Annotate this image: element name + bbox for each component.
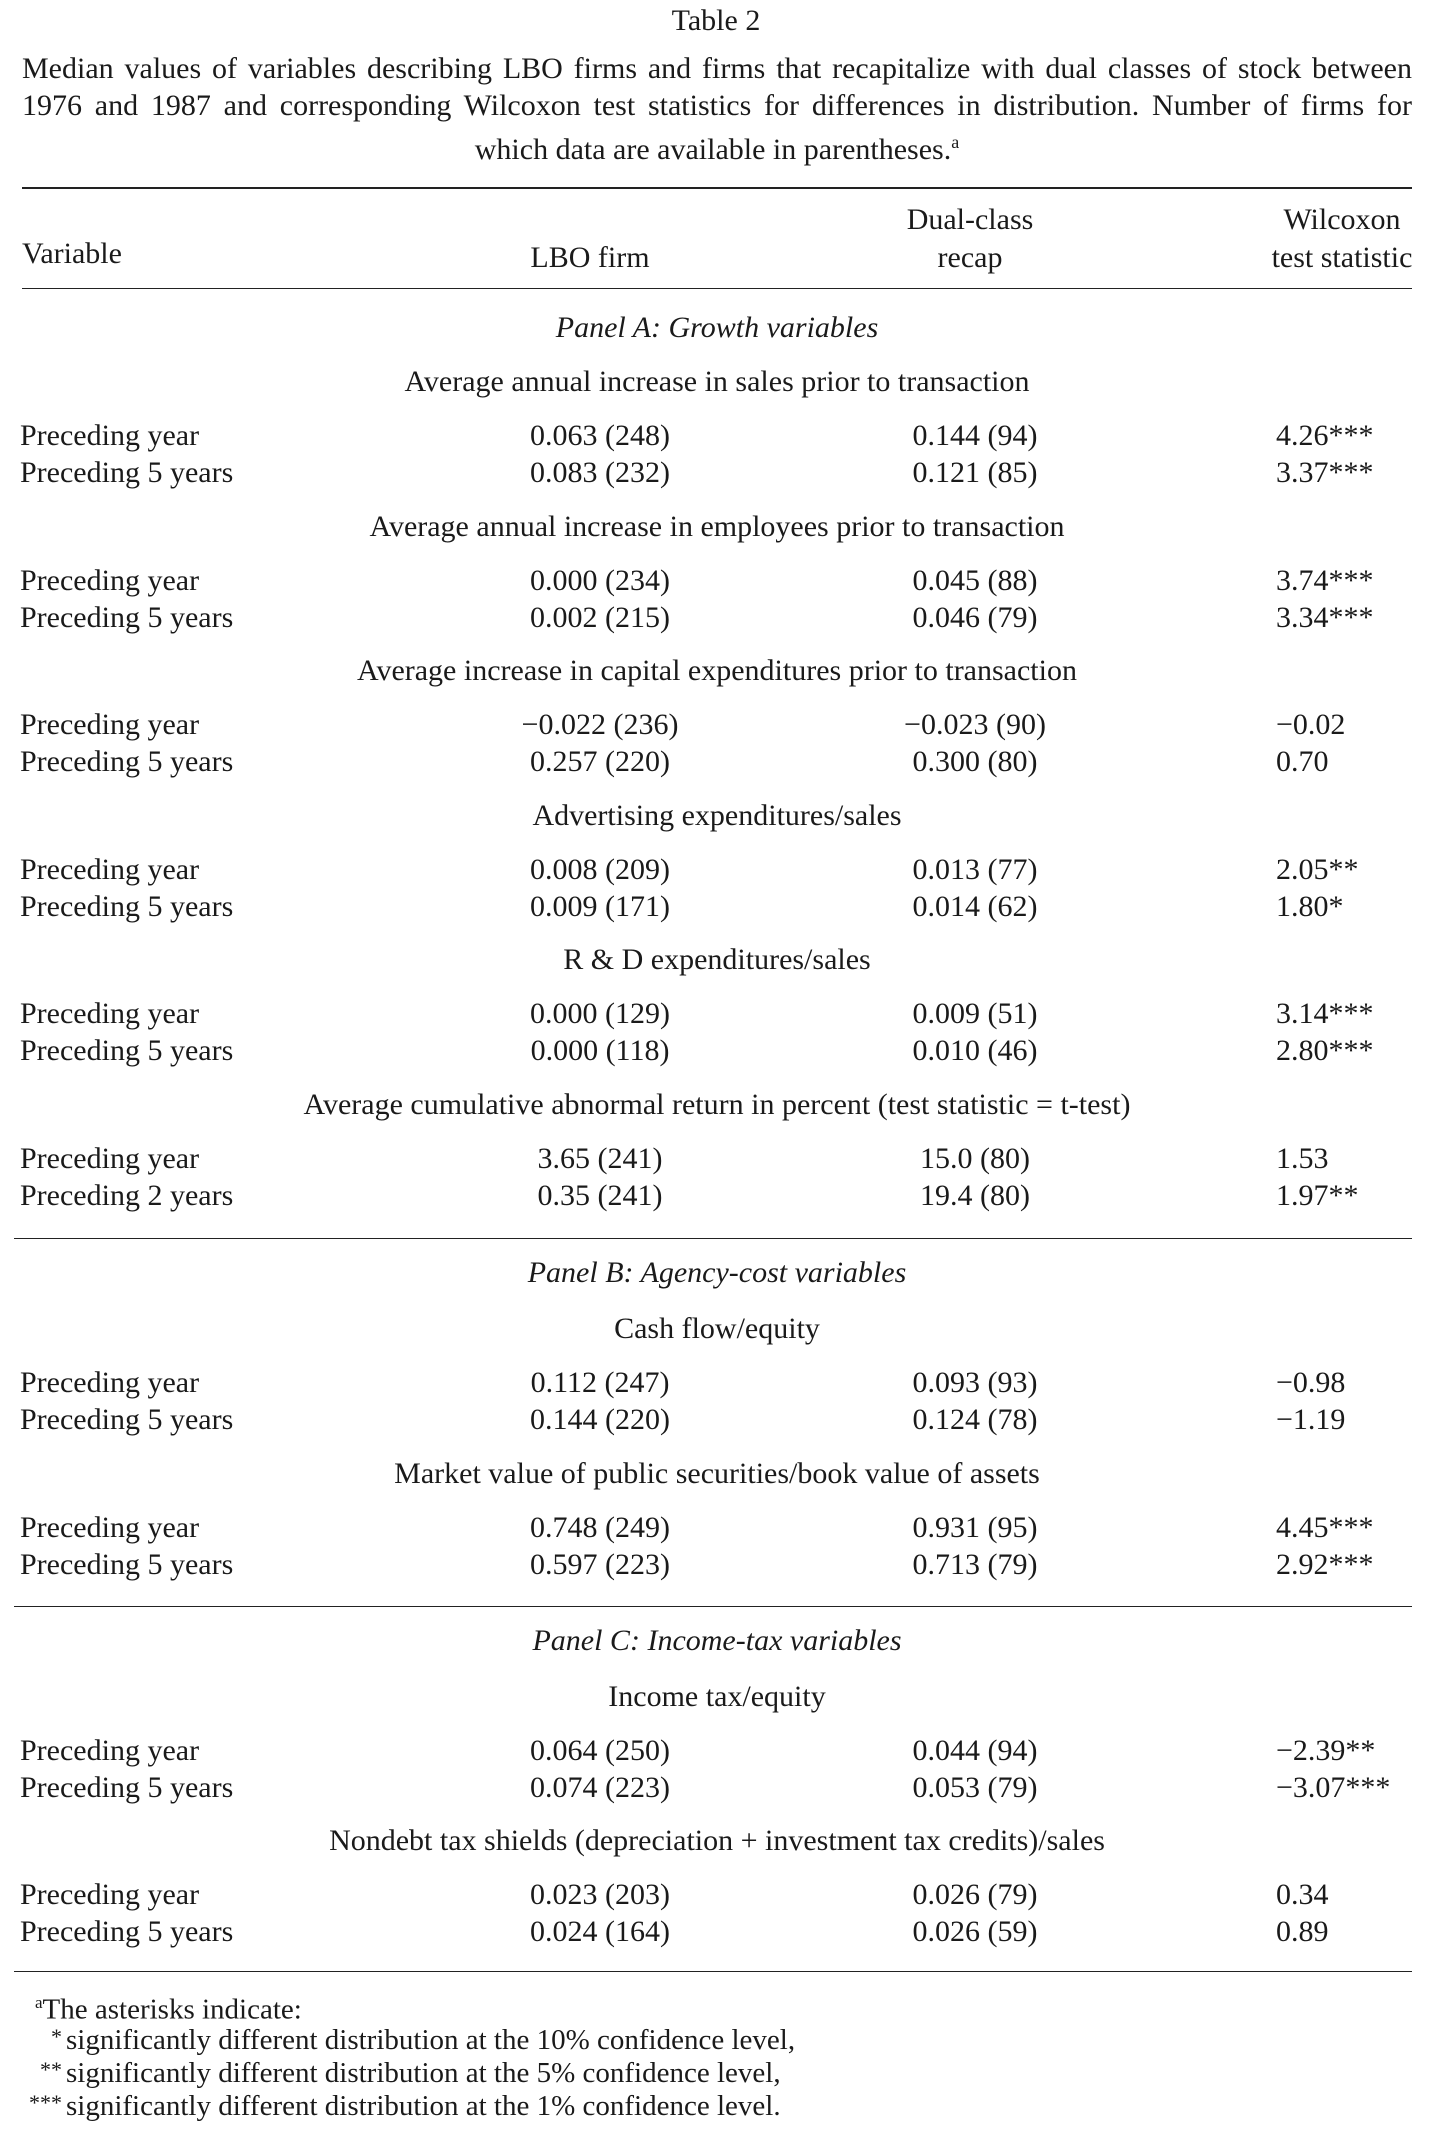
lbo-value: 0.074 (223)	[530, 1771, 670, 1804]
dual-class-value: 0.713 (79)	[912, 1548, 1038, 1581]
lbo-value: 0.023 (203)	[530, 1878, 670, 1911]
group-title: Income tax/equity	[608, 1680, 826, 1713]
caption-note-mark: a	[951, 132, 960, 152]
dual-class-value: 0.046 (79)	[912, 601, 1038, 634]
lbo-value: 0.024 (164)	[530, 1915, 670, 1948]
panel-separator-rule	[14, 1606, 1412, 1607]
dual-class-value: −0.023 (90)	[904, 708, 1046, 741]
wilcoxon-value: 2.92***	[1276, 1548, 1374, 1581]
group-title: Nondebt tax shields (depreciation + investment tax credits)/sales	[329, 1824, 1105, 1857]
footnote-item	[0, 2089, 781, 2123]
row-label: Preceding 5 years	[20, 1548, 234, 1581]
footnote-stars: **	[40, 2057, 62, 2082]
dual-class-value: 0.026 (79)	[912, 1878, 1038, 1911]
group-title: Average annual increase in sales prior to transaction	[404, 365, 1030, 398]
row-label: Preceding year	[20, 564, 200, 597]
footnote-stars: ***	[29, 2090, 62, 2115]
wilcoxon-value: −1.19	[1276, 1403, 1346, 1436]
panel-label: Panel A	[555, 311, 652, 344]
dual-class-value: 0.013 (77)	[912, 853, 1038, 886]
row-label: Preceding 5 years	[20, 1034, 234, 1067]
footnote-text: significantly different distribution at the 10% confidence level,	[66, 2024, 796, 2056]
panel-name: Income-tax variables	[647, 1624, 902, 1657]
footnote-mark: a	[35, 1993, 43, 2012]
row-label: Preceding 5 years	[20, 1771, 234, 1804]
wilcoxon-value: 0.34	[1276, 1878, 1329, 1911]
row-label: Preceding year	[20, 1511, 200, 1544]
wilcoxon-value: 1.80*	[1276, 890, 1344, 923]
lbo-value: 0.112 (247)	[530, 1366, 670, 1399]
row-label: Preceding year	[20, 708, 200, 741]
header-wilcoxon-line1: Wilcoxon	[1283, 203, 1401, 236]
row-label: Preceding 5 years	[20, 601, 234, 634]
wilcoxon-value: −0.02	[1276, 708, 1346, 741]
group-title: Market value of public securities/book value of assets	[394, 1457, 1040, 1490]
header-dual-line1: Dual-class	[906, 203, 1034, 236]
lbo-value: 0.000 (234)	[530, 564, 670, 597]
row-label: Preceding 5 years	[20, 1403, 234, 1436]
dual-class-value: 0.931 (95)	[912, 1511, 1038, 1544]
lbo-value: −0.022 (236)	[521, 708, 679, 741]
dual-class-value: 0.010 (46)	[912, 1034, 1038, 1067]
footnote-rule	[14, 1971, 1412, 1972]
table-caption	[22, 50, 1412, 168]
top-rule	[22, 187, 1412, 189]
lbo-value: 3.65 (241)	[537, 1142, 663, 1175]
panel-label-separator: :	[651, 311, 669, 344]
row-label: Preceding 5 years	[20, 745, 234, 778]
wilcoxon-value: 0.89	[1276, 1915, 1329, 1948]
footnote-item	[0, 2056, 781, 2090]
row-label: Preceding year	[20, 997, 200, 1030]
row-label: Preceding year	[20, 1142, 200, 1175]
header-dual-line2: recap	[937, 241, 1003, 274]
dual-class-value: 0.053 (79)	[912, 1771, 1038, 1804]
panel-name: Agency-cost variables	[640, 1256, 907, 1289]
row-label: Preceding year	[20, 1734, 200, 1767]
lbo-value: 0.748 (249)	[530, 1511, 670, 1544]
row-label: Preceding 5 years	[20, 890, 234, 923]
footnote-intro	[35, 1986, 302, 2027]
wilcoxon-value: −0.98	[1276, 1366, 1346, 1399]
footnote-stars: *	[51, 2024, 62, 2049]
lbo-value: 0.083 (232)	[530, 456, 670, 489]
group-title: Cash flow/equity	[614, 1312, 820, 1345]
panel-name: Growth variables	[668, 311, 879, 344]
wilcoxon-value: 2.80***	[1276, 1034, 1374, 1067]
wilcoxon-value: −3.07***	[1276, 1771, 1391, 1804]
row-label: Preceding year	[20, 1366, 200, 1399]
wilcoxon-value: 4.26***	[1276, 419, 1374, 452]
dual-class-value: 0.014 (62)	[912, 890, 1038, 923]
header-lbo: LBO firm	[530, 241, 650, 274]
lbo-value: 0.257 (220)	[530, 745, 670, 778]
row-label: Preceding 2 years	[20, 1179, 234, 1212]
lbo-value: 0.35 (241)	[537, 1179, 663, 1212]
dual-class-value: 0.045 (88)	[912, 564, 1038, 597]
group-title: Average increase in capital expenditures prior to transaction	[357, 654, 1077, 687]
dual-class-value: 0.026 (59)	[912, 1915, 1038, 1948]
row-label: Preceding year	[20, 853, 200, 886]
wilcoxon-value: 3.37***	[1276, 456, 1374, 489]
header-rule	[22, 288, 1412, 289]
row-label: Preceding year	[20, 1878, 200, 1911]
dual-class-value: 0.124 (78)	[912, 1403, 1038, 1436]
lbo-value: 0.063 (248)	[530, 419, 670, 452]
table-number: Table 2	[671, 4, 761, 37]
panel-title	[22, 1623, 1412, 1659]
wilcoxon-value: 1.97**	[1276, 1179, 1359, 1212]
wilcoxon-value: −2.39**	[1276, 1734, 1376, 1767]
lbo-value: 0.000 (118)	[530, 1034, 670, 1067]
footnote-intro-text: The asterisks indicate:	[42, 1993, 302, 2026]
lbo-value: 0.009 (171)	[530, 890, 670, 923]
wilcoxon-value: 3.74***	[1276, 564, 1374, 597]
wilcoxon-value: 3.14***	[1276, 997, 1374, 1030]
wilcoxon-value: 0.70	[1276, 745, 1329, 778]
footnote-item	[0, 2023, 795, 2057]
row-label: Preceding 5 years	[20, 1915, 234, 1948]
header-wilcoxon-line2: test statistic	[1271, 241, 1413, 274]
panel-separator-rule	[14, 1238, 1412, 1239]
lbo-value: 0.000 (129)	[530, 997, 670, 1030]
lbo-value: 0.064 (250)	[530, 1734, 670, 1767]
dual-class-value: 0.121 (85)	[912, 456, 1038, 489]
lbo-value: 0.144 (220)	[530, 1403, 670, 1436]
lbo-value: 0.008 (209)	[530, 853, 670, 886]
panel-label-separator: :	[623, 1256, 641, 1289]
wilcoxon-value: 1.53	[1276, 1142, 1329, 1175]
footnote-text: significantly different distribution at the 1% confidence level.	[66, 2090, 781, 2122]
dual-class-value: 0.144 (94)	[912, 419, 1038, 452]
panel-label-separator: :	[629, 1624, 648, 1657]
panel-label: Panel B	[527, 1256, 624, 1289]
group-title: Average annual increase in employees prior to transaction	[369, 510, 1065, 543]
wilcoxon-value: 2.05**	[1276, 853, 1359, 886]
dual-class-value: 0.093 (93)	[912, 1366, 1038, 1399]
row-label: Preceding year	[20, 419, 200, 452]
dual-class-value: 15.0 (80)	[920, 1142, 1030, 1175]
dual-class-value: 19.4 (80)	[920, 1179, 1030, 1212]
lbo-value: 0.597 (223)	[530, 1548, 670, 1581]
dual-class-value: 0.044 (94)	[912, 1734, 1038, 1767]
footnote-text: significantly different distribution at the 5% confidence level,	[66, 2057, 781, 2089]
dual-class-value: 0.300 (80)	[912, 745, 1038, 778]
dual-class-value: 0.009 (51)	[912, 997, 1038, 1030]
panel-title	[22, 310, 1412, 346]
caption-text: Median values of variables describing LBO firms and firms that recapitalize with dual classes of stock between 1976 and 1987 and corresponding Wilcoxon test statistics for differences in distribution. Number of firms for which data are available in parentheses.	[22, 52, 1412, 166]
header-variable: Variable	[22, 237, 122, 270]
lbo-value: 0.002 (215)	[530, 601, 670, 634]
panel-title	[22, 1255, 1412, 1291]
wilcoxon-value: 4.45***	[1276, 1511, 1374, 1544]
group-title: Average cumulative abnormal return in percent (test statistic = t-test)	[303, 1088, 1131, 1121]
group-title: Advertising expenditures/sales	[532, 799, 902, 832]
group-title: R & D expenditures/sales	[563, 943, 871, 976]
row-label: Preceding 5 years	[20, 456, 234, 489]
wilcoxon-value: 3.34***	[1276, 601, 1374, 634]
panel-label: Panel C	[532, 1624, 630, 1657]
